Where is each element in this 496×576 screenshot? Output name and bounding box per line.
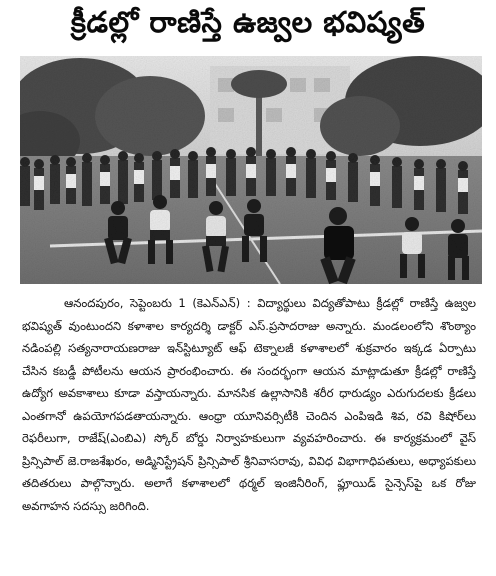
- article-body: ఆనందపురం, సెప్టెంబరు 1 (కెఎన్ఎన్) : విద్యార్థులు విద్యతోపాటు క్రీడల్లో రాణిస్తే ఉజ్వల భవిష్యత్ వుంటుందని కళాశాల కార్యదర్శి డాక్టర్ ఎస్.ప్రసాదరాజు అన్నారు. మండలంలోని శొంఠ్యాం నడింపల్లి సత్యనారాయణరాజు ఇన్‌స్టిట్యూట్ ఆఫ్ టెక్నాలజీ కళాశాలలో శుక్రవారం ఇక్కడ ఏర్పాటు చేసిన కబడ్డీ పోటీలను ఆయన ప్రారంభించారు. ఈ సందర్భంగా ఆయన మాట్లాడుతూ క్రీడల్లో రాణిస్తే ఉద్యోగ అవకాశాలు కూడా వస్తాయన్నారు. మానసిక ఉల్లాసానికి శరీర ధారుడ్యం ఎరుగుదలకు క్రీడలు ఎంతగానో ఉపయోగపడతాయన్నారు. ఆంధ్రా యూనివర్సిటీకి చెందిన ఎంపిఇడి శివ, రవి కిషోర్‌లు రెఫరీలుగా, రాజేష్(ఎంబిఎ) స్కోర్ బోర్డు నిర్వాహకులుగా వ్యవహరించారు. ఈ కార్యక్రమంలో వైస్ ప్రిన్సిపాల్ జె.రాజశేఖరం, అడ్మినిస్ట్రేషన్ ప్రిన్సిపాల్ శ్రీనివాసరావు, వివిధ విభాగాధిపతులు, అధ్యాపకులు తదితరులు పాల్గొన్నారు. అలాగే కళాశాలలో థర్మల్ ఇంజినీరింగ్, ఫ్లూయిడ్ సైన్సెస్‌పై ఒక రోజు అవగాహన సదస్సు జరిగింది.: [22, 296, 476, 513]
- article-headline: క్రీడల్లో రాణిస్తే ఉజ్వల భవిష్యత్: [70, 5, 426, 39]
- article-photo: [20, 56, 482, 284]
- kabaddi-match-photo-icon: [20, 56, 482, 284]
